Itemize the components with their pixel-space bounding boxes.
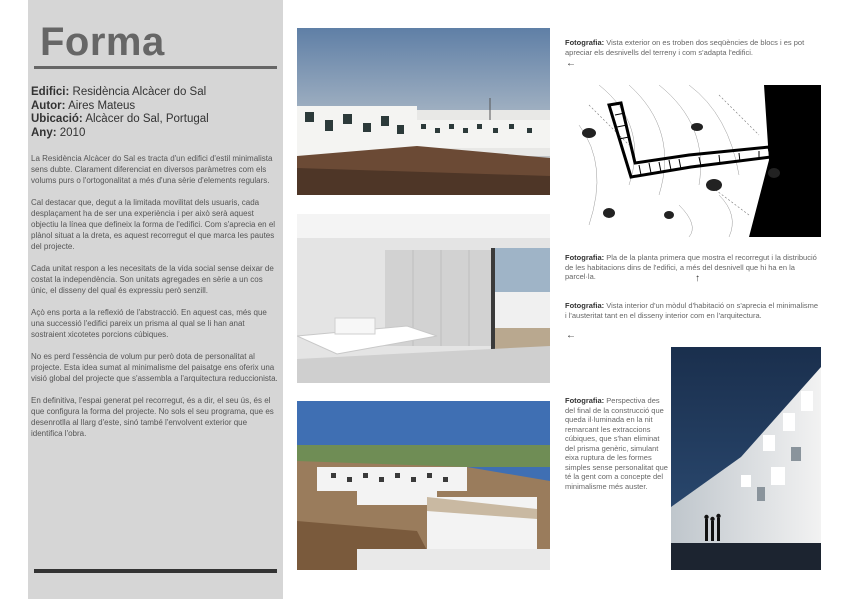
- location-value: Alcàcer do Sal, Portugal: [85, 113, 209, 125]
- caption-text: Perspectiva des del final de la construcció que queda il·luminada en la nit remarcant les extraccions cúbiques, que s'han eliminat del prisma genèric, simulant eixa ruptura de les formes simples sense personalitat que té la gent com a concepte del minimalisme més auster.: [565, 396, 668, 491]
- caption-plan: [565, 253, 821, 282]
- floor-plan-drawing: [569, 85, 821, 237]
- building-label: Edifici:: [31, 86, 70, 98]
- paragraph: La Residència Alcàcer do Sal es tracta d'un edifici d'estil minimalista sens dubte. Clarament diferenciat en diversos paràmetres com els volums purs o l'ortogonalitat a més d'una sèrie d'elements regulars.: [31, 154, 273, 185]
- paragraph: Açò ens porta a la reflexió de l'abstracció. En aquest cas, més que una successió l'edifici pareix un prisma al qual se li han anat sostraient xicotetes porcions cúbiques.: [31, 308, 267, 339]
- arrow-left-icon: ←: [566, 330, 576, 341]
- photo-exterior-dusk: [297, 28, 550, 195]
- title-divider: [34, 66, 277, 69]
- photo-interior-room: [297, 214, 550, 383]
- paragraph: No es perd l'essència de volum pur però dota de personalitat al projecte. Esta idea sumat al minimalisme del paisatge ens oferix una visió global del projecte que s'assembla a l'arquitectura reduccionista.: [31, 352, 278, 383]
- bottom-divider: [34, 569, 277, 573]
- project-info: [31, 86, 276, 140]
- paragraph: Cada unitat respon a les necesitats de la vida social sense deixar de costat la independència. Son unitats agregades en sèrie a un cos únic, el disseny del qual és expressiu però senzill.: [31, 264, 274, 295]
- caption-exterior: [565, 38, 821, 57]
- caption-text: Vista exterior on es troben dos seqüències de blocs i es pot apreciar els desnivells del terreny i com s'adapta l'edifici.: [565, 38, 805, 57]
- caption-label: Fotografia:: [565, 38, 605, 47]
- year-label: Any:: [31, 126, 57, 139]
- caption-interior: [565, 301, 821, 320]
- arrow-left-icon: ←: [566, 58, 576, 69]
- paragraph: En definitiva, l'espai generat pel recorregut, és a dir, el seu ús, és el que configura la forma del projecte. No sols el seu programa, que es desenrotlla al llarg d'este, sinó també l'envolvent exterior que identifica l'obra.: [31, 396, 274, 438]
- caption-text: Pla de la planta primera que mostra el recorregut i la distribució de les habitacions dins de l'edifici, a més del desnivell que hi ha en la parcel·la.: [565, 253, 817, 281]
- building-value: Residència Alcàcer do Sal: [72, 86, 207, 98]
- body-text: [31, 153, 278, 450]
- caption-text: Vista interior d'un mòdul d'habitació on s'aprecia el minimalisme i l'austeritat tant en el disseny interior com en l'arquitectura.: [565, 301, 819, 320]
- caption-label: Fotografia:: [565, 396, 605, 405]
- location-label: Ubicació:: [31, 113, 83, 125]
- author-value: Aires Mateus: [68, 99, 136, 112]
- photo-exterior-day: [297, 401, 550, 570]
- caption-label: Fotografia:: [565, 301, 605, 310]
- year-value: 2010: [59, 126, 86, 139]
- arrow-up-icon: ↑: [695, 273, 700, 284]
- caption-night: [565, 396, 669, 491]
- photo-night-perspective: [671, 347, 821, 570]
- page-title: Forma: [40, 20, 165, 64]
- caption-label: Fotografia:: [565, 253, 605, 262]
- paragraph: Cal destacar que, degut a la limitada movilitat dels usuaris, cada desplaçament ha de ser una experiència i per això serà aquest objectiu la línea que defineix la forma de l'edifici. Com s'aprecia en el plànol situat a la dreta, es aquest recorregut el que marca les pautes del projecte.: [31, 198, 276, 251]
- author-label: Autor:: [31, 99, 66, 112]
